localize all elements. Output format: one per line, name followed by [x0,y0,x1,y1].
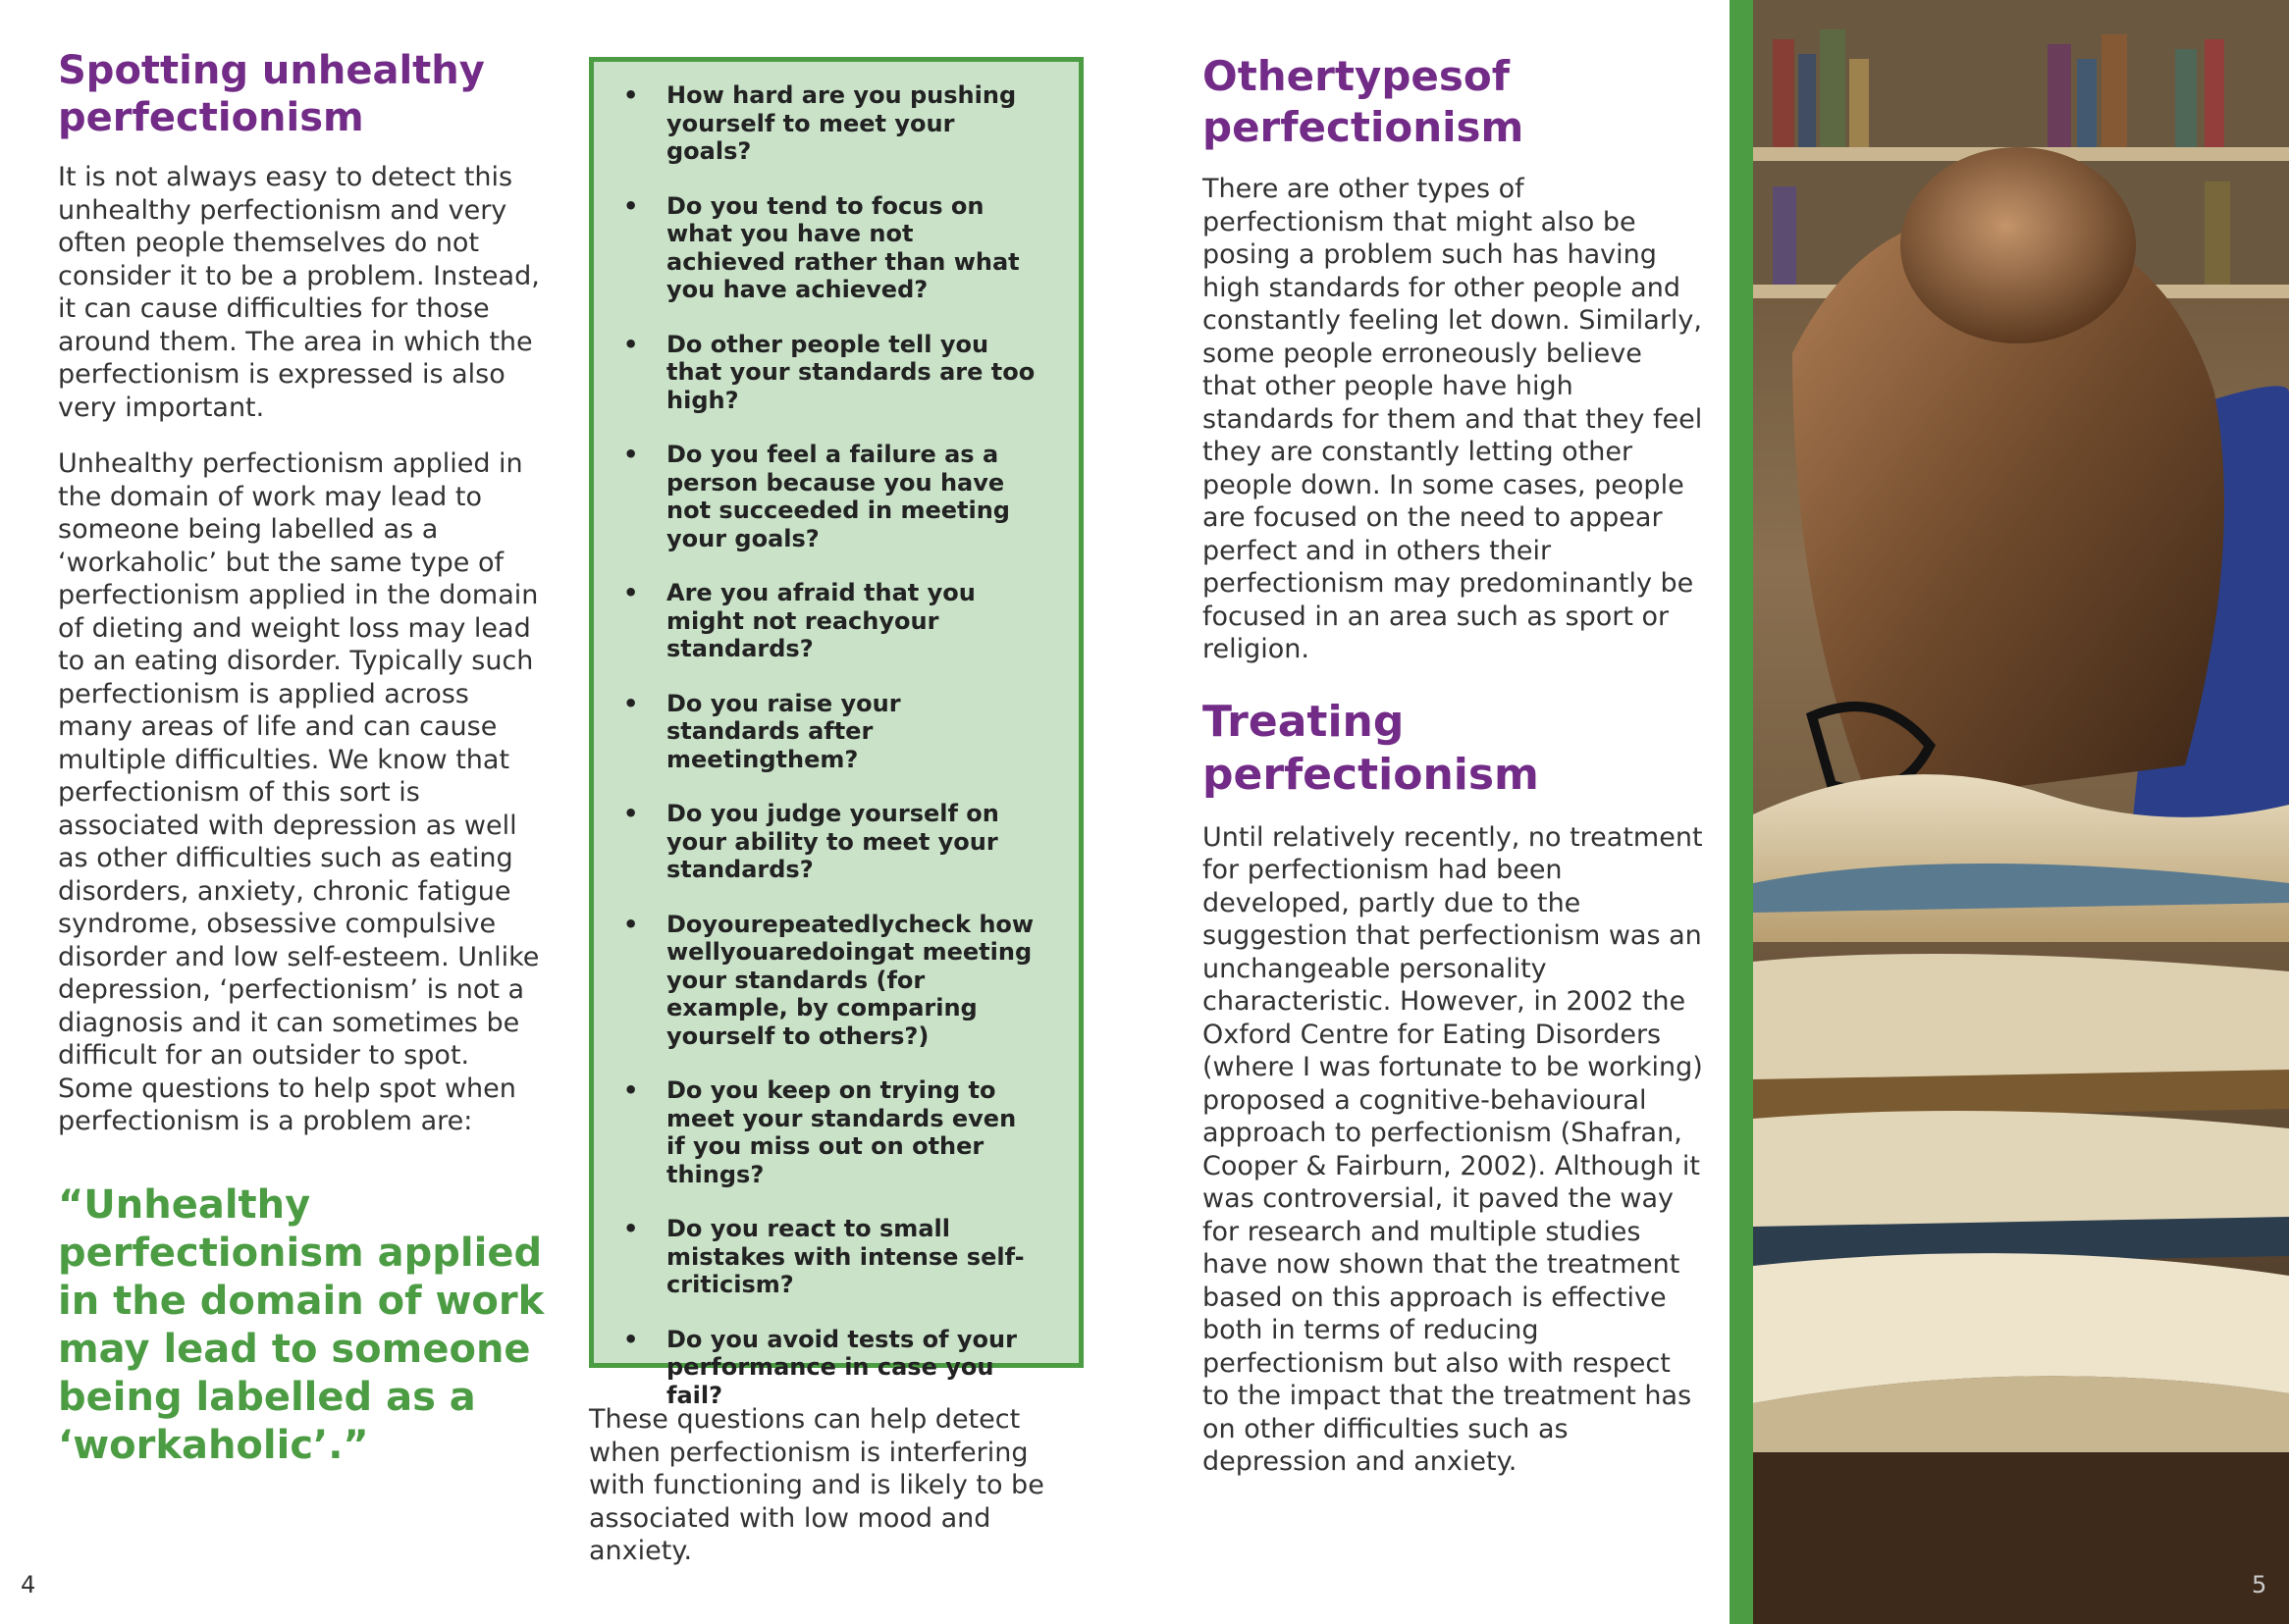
question-text: Do you feel a failure as a person because you have not succeeded in meeting your goals? [666,441,1010,552]
question-text: Do you avoid tests of your performance in case you fail? [666,1325,1017,1409]
question-text: Do you raise your standards after meetingthem? [666,689,901,773]
bullet-icon: • [623,330,639,358]
pull-quote: “Unhealthy perfectionism applied in the domain of work may lead to someone being labelled as a ‘workaholic’.” [58,1181,545,1468]
list-item [623,800,1038,884]
questions-summary: These questions can help detect when perfectionism is interfering with functioning and is likely to be associated with low mood and anxiety. [589,1404,1044,1566]
bullet-icon: • [623,81,639,109]
list-item [623,1076,1038,1188]
bullet-icon: • [623,800,639,827]
question-list [623,81,1038,1409]
other-types-paragraph: There are other types of perfectionism that might also be posing a problem such has having high standards for other people and constantly feeling let down. Similarly, some people erroneously believe that other people have high standards for them and that they feel they are constantly letting other people down. In some cases, people are focused on the need to appear perfect and in others their perfectionism may predominantly be focused in an area such as sport or religion. [1202,174,1703,664]
question-text: Do other people tell you that your standards are too high? [666,330,1036,414]
list-item [623,191,1038,304]
green-divider-bar [1730,0,1753,1624]
treating-heading: Treating perfectionism [1202,696,1539,800]
question-text: Do you tend to focus on what you have not achieved rather than what you have achieved? [666,191,1020,303]
list-item [623,910,1038,1051]
bullet-icon: • [623,1076,639,1104]
question-text: Doyourepeatedlycheck how wellyouaredoingat meeting your standards (for example, by comparing yourself to others?) [666,910,1035,1050]
list-item [623,330,1038,415]
middle-after-text [589,1403,1070,1590]
bullet-icon: • [623,1215,639,1242]
list-item [623,579,1038,663]
question-box [589,57,1084,1409]
student-books-photo [1753,0,2289,1624]
bullet-icon: • [623,689,639,717]
spotting-heading: Spotting unhealthy perfectionism [58,48,485,140]
list-item [623,441,1038,552]
page-number-left: 4 [21,1571,36,1598]
page-number-right: 5 [2252,1571,2267,1598]
left-paragraph-1: It is not always easy to detect this unhealthy perfectionism and very often people themselves do not consider it to be a problem. Instead, it can cause difficulties for those around them. The area in which the perfectionism is expressed is also very important. [58,162,540,423]
list-item [623,81,1038,166]
list-item [623,1325,1038,1410]
question-text: Do you react to small mistakes with intense self-criticism? [666,1215,1025,1298]
bullet-icon: • [623,910,639,938]
bullet-icon: • [623,191,639,220]
question-text: Do you judge yourself on your ability to meet your standards? [666,800,999,883]
list-item [623,689,1038,774]
treating-paragraph: Until relatively recently, no treatment for perfectionism had been developed, partly due to the suggestion that perfectionism was an unchangeable personality characteristic. However, in 2002 the Oxford Centre for Eating Disorders (where I was fortunate to be working) proposed a cognitive-behavioural approach to perfectionism (Shafran, Cooper & Fairburn, 2002). Although it was controversial, it paved the way for research and multiple studies have now shown that the treatment based on this approach is effective both in terms of reducing perfectionism but also with respect to the impact that the treatment has on other difficulties such as depression and anxiety. [1202,821,1703,1477]
other-types-heading: Othertypesof perfectionism [1202,52,1524,151]
question-text: How hard are you pushing yourself to meet your goals? [666,81,1017,165]
right-column [1202,51,1703,1508]
question-text: Are you afraid that you might not reachyour standards? [666,579,976,662]
left-paragraph-2: Unhealthy perfectionism applied in the domain of work may lead to someone being labelled as a ‘workaholic’ but the same type of perfectionism applied in the domain of dieting and weight loss may lead to an eating disorder. Typically such perfectionism is applied across many areas of life and can cause multiple difficulties. We know that perfectionism of this sort is associated with depression as well as other difficulties such as eating disorders, anxiety, chronic fatigue syndrome, obsessive compulsive disorder and low self-esteem. Unlike depression, ‘perfectionism’ is not a diagnosis and it can sometimes be difficult for an outsider to spot. Some questions to help spot when perfectionism is a problem are: [58,448,540,1136]
question-text: Do you keep on trying to meet your standards even if you miss out on other things? [666,1076,1017,1188]
bullet-icon: • [623,579,639,606]
list-item [623,1215,1038,1299]
photo-illustration [1753,0,2289,1624]
bullet-icon: • [623,1325,639,1353]
bullet-icon: • [623,441,639,468]
left-column [58,47,549,1470]
